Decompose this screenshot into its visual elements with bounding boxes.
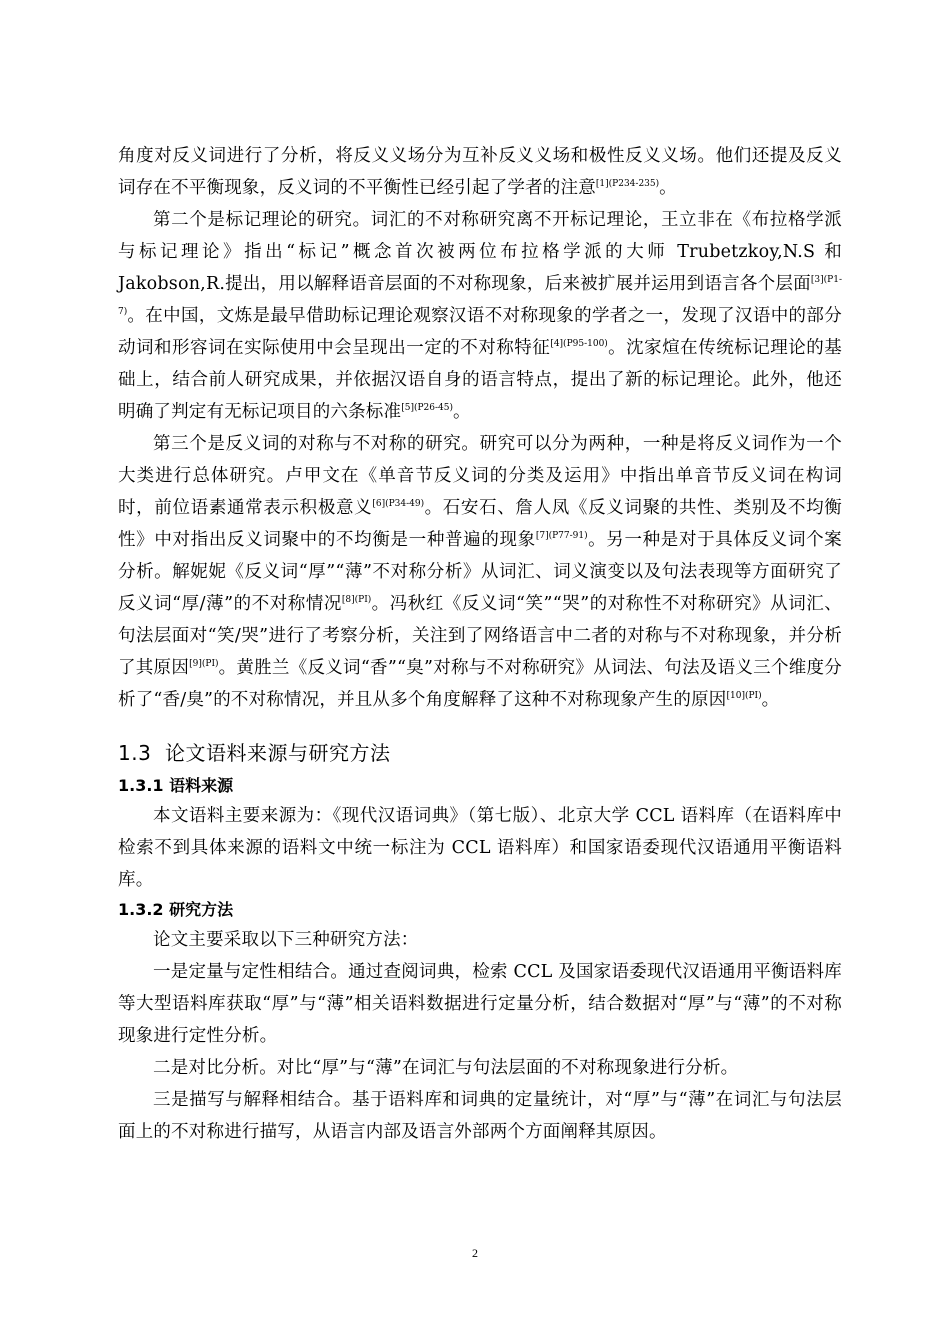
paragraph-text: 。沈家煊在传统标记理论的基础上，结合前人研究成果，并依据汉语自身的语言特点，提出了新的标记理论。此外，他还明确了判定有无标记项目的六条标准: [118, 338, 842, 422]
citation: [3](P1-7): [118, 275, 842, 317]
paragraph-text: 。另一种是对于具体反义词个案分析。解妮妮《反义词“厚”“薄”不对称分析》从词汇、词义演变以及句法表现等方面研究了反义词“厚/薄”的不对称情况: [118, 530, 842, 614]
citation: [7](P77-91): [535, 531, 588, 541]
paragraph-text: 。黄胜兰《反义词“香”“臭”对称与不对称研究》从词法、句法及语义三个维度分析了“香/臭”的不对称情况，并且从多个角度解释了这种不对称现象产生的原因: [118, 658, 842, 710]
paragraph-text: 。: [452, 402, 471, 422]
subsection-number: 1.3.2: [118, 900, 164, 919]
citation: [10](PI): [726, 691, 762, 701]
paragraph-text: 。: [761, 690, 780, 710]
paragraph-continued: [118, 140, 842, 204]
paragraph-text: 。: [659, 178, 677, 198]
section-heading: [118, 738, 842, 768]
subsection-heading-methods: [118, 896, 842, 924]
citation: [1](P234-235): [595, 179, 660, 189]
section-number: 1.3: [118, 741, 152, 765]
paragraph-text: 。冯秋红《反义词“笑”“哭”的对称性不对称研究》从词汇、句法层面对“笑/哭”进行了考察分析，关注到了网络语言中二者的对称与不对称现象，并分析了其原因: [118, 594, 842, 678]
citation: [6](P34-49): [372, 499, 425, 509]
citation: [4](P95-100): [550, 339, 608, 349]
subsection-heading-corpus: [118, 772, 842, 800]
paragraph-methods-intro: 论文主要采取以下三种研究方法：: [153, 930, 419, 950]
paragraph-antonym-symmetry: [118, 428, 842, 716]
paragraph-text: 第三个是反义词的对称与不对称的研究。研究可以分为两种，一种是将反义词作为一个大类进行总体研究。卢甲文在《单音节反义词的分类及运用》中指出单音节反义词在构词时，前位语素通常表示积极意义: [118, 434, 842, 518]
subsection-title: 研究方法: [169, 900, 234, 919]
citation: [8](PI): [341, 595, 372, 605]
paragraph-text: 。石安石、詹人凤《反义词聚的共性、类别及不均衡性》中对指出反义词聚中的不均衡是一种普遍的现象: [118, 498, 842, 550]
page-number: 2: [472, 1246, 478, 1260]
paragraph-method-2: 二是对比分析。对比“厚”与“薄”在词汇与句法层面的不对称现象进行分析。: [153, 1058, 739, 1078]
paragraph-text: 角度对反义词进行了分析，将反义义场分为互补反义义场和极性反义义场。他们还提及反义词存在不平衡现象，反义词的不平衡性已经引起了学者的注意: [118, 146, 842, 198]
paragraph-text: 。在中国，文炼是最早借助标记理论观察汉语不对称现象的学者之一，发现了汉语中的部分动词和形容词在实际使用中会呈现出一定的不对称特征: [118, 306, 842, 358]
section-title: 论文语料来源与研究方法: [165, 741, 391, 765]
citation: [9](PI): [189, 659, 219, 669]
subsection-title: 语料来源: [169, 776, 234, 795]
subsection-number: 1.3.1: [118, 776, 164, 795]
paragraph-markedness-theory: [118, 204, 842, 428]
paragraph-text: 第二个是标记理论的研究。词汇的不对称研究离不开标记理论，王立非在《布拉格学派与标记理论》指出“标记”概念首次被两位布拉格学派的大师 Trubetzkoy,N.S 和 Jakobson,R.提出，用以解释语音层面的不对称现象，后来被扩展并运用到语言各个层面: [118, 210, 842, 294]
page-body: [118, 140, 842, 1148]
citation: [5](P26-45): [401, 403, 453, 413]
paragraph-method-3: 三是描写与解释相结合。基于语料库和词典的定量统计，对“厚”与“薄”在词汇与句法层面上的不对称进行描写，从语言内部及语言外部两个方面阐释其原因。: [118, 1090, 842, 1142]
paragraph-corpus-sources: 本文语料主要来源为：《现代汉语词典》（第七版）、北京大学 CCL 语料库（在语料库中检索不到具体来源的语料文中统一标注为 CCL 语料库）和国家语委现代汉语通用平衡语料库。: [118, 806, 842, 890]
paragraph-method-1: 一是定量与定性相结合。通过查阅词典，检索 CCL 及国家语委现代汉语通用平衡语料库等大型语料库获取“厚”与“薄”相关语料数据进行定量分析，结合数据对“厚”与“薄”的不对称现象进行定性分析。: [118, 962, 842, 1046]
